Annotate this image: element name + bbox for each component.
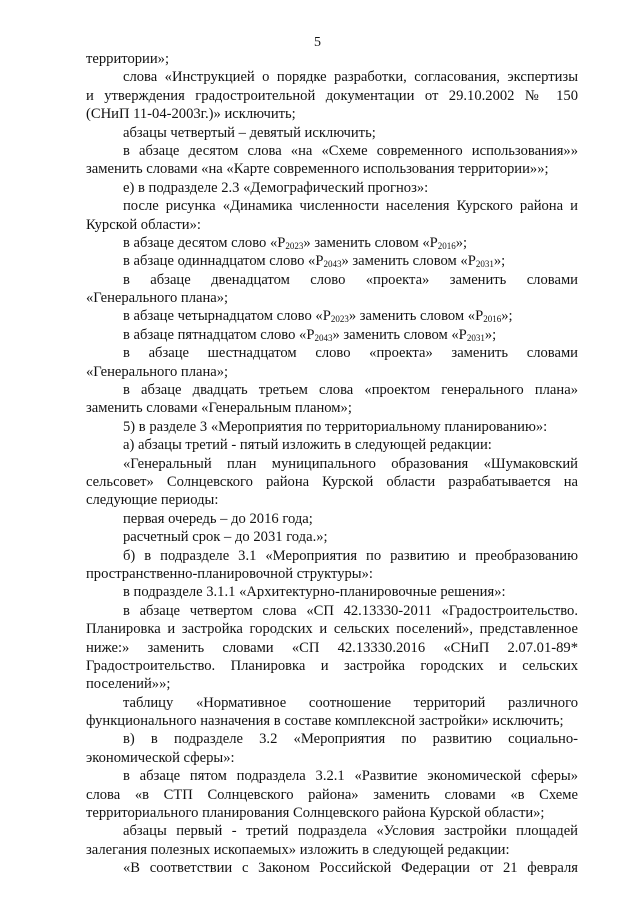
text-fragment: в абзаце четырнадцатом слово «Р <box>123 308 331 325</box>
text-line: в абзаце двенадцатом слово «проекта» заменить словами <box>123 271 578 288</box>
page-number: 5 <box>314 35 321 50</box>
text-line: слова «Инструкцией о порядке разработки, согласования, экспертизы <box>123 69 578 86</box>
text-line: заменить словами «Генеральным планом»; <box>86 400 352 417</box>
text-line: Градостроительство. Планировка и застройка городских и сельских <box>86 657 578 674</box>
text-line <box>86 307 578 325</box>
text-line: «Генеральный план муниципального образования «Шумаковский <box>123 455 578 472</box>
text-fragment: » заменить словом «Р <box>348 308 484 325</box>
text-line: расчетный срок – до 2031 года.»; <box>123 529 328 546</box>
text-fragment: » заменить словом «Р <box>332 326 467 343</box>
text-line: в абзаце шестнадцатом слово «проекта» заменить словами <box>123 345 578 362</box>
subscript: 2031 <box>475 259 494 270</box>
text-line: территории»; <box>86 51 170 67</box>
text-line: абзацы первый - третий подраздела «Условия застройки площадей <box>123 823 578 840</box>
text-line: абзацы четвертый – девятый исключить; <box>123 124 376 141</box>
text-fragment: »; <box>455 234 468 251</box>
text-fragment: » заменить словом «Р <box>341 253 476 270</box>
subscript: 2016 <box>483 314 502 325</box>
text-line: в абзаце двадцать третьем слова «проектом генерального плана» <box>123 382 578 399</box>
text-line: экономической сферы»: <box>86 749 235 766</box>
text-line: Курской области»: <box>86 216 201 233</box>
text-fragment: в абзаце одиннадцатом слово «Р <box>123 253 324 270</box>
subscript: 2031 <box>466 332 485 343</box>
text-line: «Генерального плана»; <box>86 290 229 307</box>
text-line: «В соответствии с Законом Российской Федерации от 21 февраля <box>123 860 578 877</box>
text-line: в абзаце пятом подраздела 3.2.1 «Развитие экономической сферы» <box>123 768 578 785</box>
text-line: следующие периоды: <box>86 492 219 509</box>
text-line: а) абзацы третий - пятый изложить в следующей редакции: <box>123 437 492 454</box>
text-line: сельсовет» Солнцевского района Курской области разрабатывается на <box>86 473 578 490</box>
text-line <box>86 326 578 344</box>
text-line: в) в подразделе 3.2 «Мероприятия по развитию социально- <box>123 731 578 748</box>
text-fragment: »; <box>501 308 513 325</box>
text-line: заменить словами «на «Карте современного использования территории»»; <box>86 161 549 178</box>
text-line: территориального планирования Солнцевского района Курской области»; <box>86 805 545 822</box>
text-fragment: »; <box>484 326 497 343</box>
text-line <box>86 252 578 270</box>
text-fragment: в абзаце десятом слово «Р <box>123 234 286 251</box>
subscript: 2043 <box>323 259 342 270</box>
text-line: функционального назначения в составе комплексной застройки» исключить; <box>86 713 564 730</box>
text-line: поселений»»; <box>86 676 171 693</box>
subscript: 2023 <box>285 240 304 251</box>
document-body <box>86 50 578 878</box>
text-line: «Генерального плана»; <box>86 363 229 380</box>
text-line: залегания полезных ископаемых» изложить в следующей редакции: <box>86 841 510 858</box>
subscript: 2043 <box>314 332 333 343</box>
text-line: таблицу «Нормативное соотношение территорий различного <box>123 694 578 711</box>
text-fragment: » заменить словом «Р <box>303 234 438 251</box>
text-line: и утверждения градостроительной документации от 29.10.2002 № 150 <box>86 87 578 104</box>
text-line: в подразделе 3.1.1 «Архитектурно-планировочные решения»: <box>123 584 506 601</box>
text-line: Планировка и застройка городских и сельских поселений», представленное <box>86 621 578 638</box>
text-line: б) в подразделе 3.1 «Мероприятия по развитию и преобразованию <box>123 547 578 564</box>
text-line: в абзаце четвертом слова «СП 42.13330-2011 «Градостроительство. <box>123 602 578 619</box>
text-line: (СНиП 11-04-2003г.)» исключить; <box>86 106 296 123</box>
subscript: 2016 <box>437 240 456 251</box>
text-line: слова «в СТП Солнцевского района» заменить словами «в Схеме <box>86 786 578 803</box>
text-line: первая очередь – до 2016 года; <box>123 510 313 527</box>
text-line: пространственно-планировочной структуры»: <box>86 565 373 582</box>
text-line: 5) в разделе 3 «Мероприятия по территориальному планированию»: <box>123 418 548 435</box>
text-line: после рисунка «Динамика численности населения Курского района и <box>123 198 578 215</box>
text-line: в абзаце десятом слова «на «Схеме современного использования»» <box>123 142 578 159</box>
text-fragment: »; <box>493 253 506 270</box>
text-line: е) в подразделе 2.3 «Демографический прогноз»: <box>123 179 429 196</box>
text-line: ниже:» заменить словами «СП 42.13330.2016 «СНиП 2.07.01-89* <box>86 639 578 656</box>
text-line <box>86 234 578 252</box>
subscript: 2023 <box>330 314 349 325</box>
text-fragment: в абзаце пятнадцатом слово «Р <box>123 326 315 343</box>
